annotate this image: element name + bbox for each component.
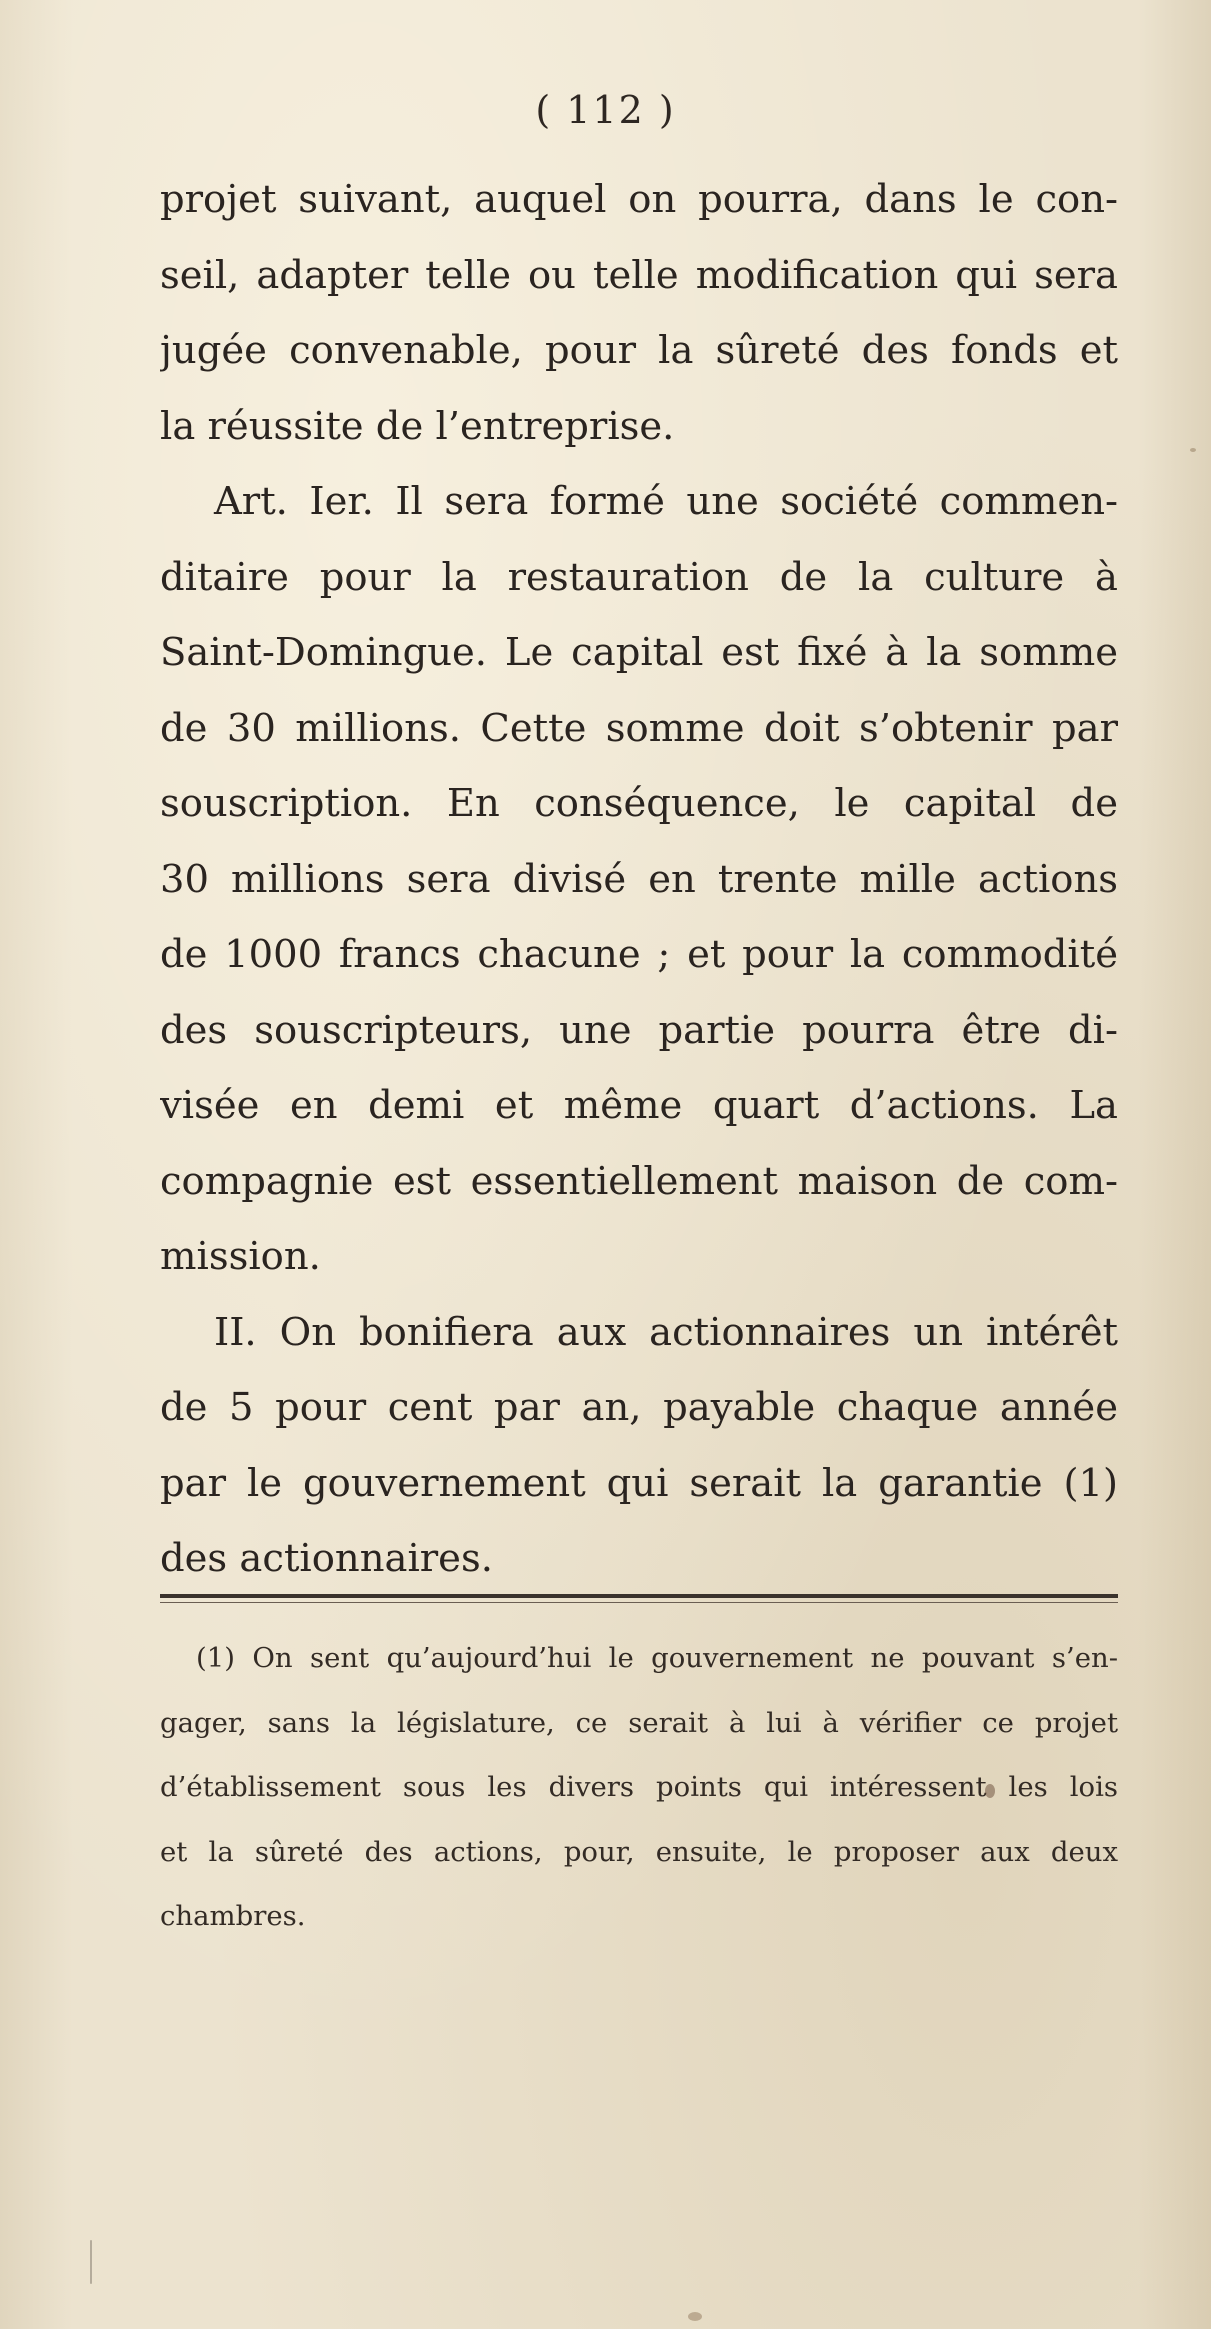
- paper-speck: [985, 1784, 995, 1798]
- text-line: des actionnaires.: [160, 1536, 493, 1581]
- text-line: jugée convenable, pour la sûreté des fonds et: [160, 328, 1118, 373]
- text-line: de 30 millions. Cette somme doit s’obtenir par: [160, 705, 1118, 751]
- text-line: mission.: [160, 1234, 321, 1279]
- paper-speck: [90, 2240, 92, 2284]
- main-text: [160, 162, 1118, 1597]
- footnote-separator-rule: [160, 1594, 1118, 1598]
- text-line: de 1000 francs chacune ; et pour la commodité: [160, 932, 1118, 977]
- article-2-heading-line: II. On bonifiera aux actionnaires un intérêt: [214, 1309, 1118, 1355]
- paper-speck: [688, 2312, 702, 2321]
- article-1-heading-line: Art. Ier. Il sera formé une société commen-: [214, 479, 1118, 524]
- text-line: la réussite de l’entreprise.: [160, 403, 675, 449]
- footnote: [160, 1626, 1118, 1949]
- text-line: projet suivant, auquel on pourra, dans le con-: [160, 177, 1118, 222]
- text-line: seil, adapter telle ou telle modification qui sera: [160, 252, 1118, 298]
- footnote-line: chambres.: [160, 1900, 306, 1932]
- text-line: par le gouvernement qui serait la garantie (1): [160, 1460, 1118, 1506]
- text-line: ditaire pour la restauration de la culture à: [160, 554, 1118, 600]
- footnote-line: d’établissement sous les divers points qui intéressent les lois: [160, 1771, 1118, 1803]
- text-line: des souscripteurs, une partie pourra être di-: [160, 1007, 1118, 1053]
- page-number: ( 112 ): [535, 88, 676, 132]
- text-line: visée en demi et même quart d’actions. La: [160, 1083, 1118, 1128]
- text-line: de 5 pour cent par an, payable chaque année: [160, 1385, 1118, 1430]
- text-line: Saint-Domingue. Le capital est fixé à la somme: [160, 630, 1118, 675]
- text-line: compagnie est essentiellement maison de com-: [160, 1158, 1118, 1204]
- text-line: 30 millions sera divisé en trente mille actions: [160, 856, 1118, 902]
- footnote-line: et la sûreté des actions, pour, ensuite, le proposer aux deux: [160, 1835, 1118, 1868]
- text-line: souscription. En conséquence, le capital de: [160, 781, 1118, 826]
- footnote-line: gager, sans la législature, ce serait à lui à vérifier ce projet: [160, 1706, 1118, 1739]
- footnote-line: (1) On sent qu’aujourd’hui le gouvernement ne pouvant s’en-: [196, 1642, 1118, 1674]
- paper-speck: [1190, 448, 1196, 452]
